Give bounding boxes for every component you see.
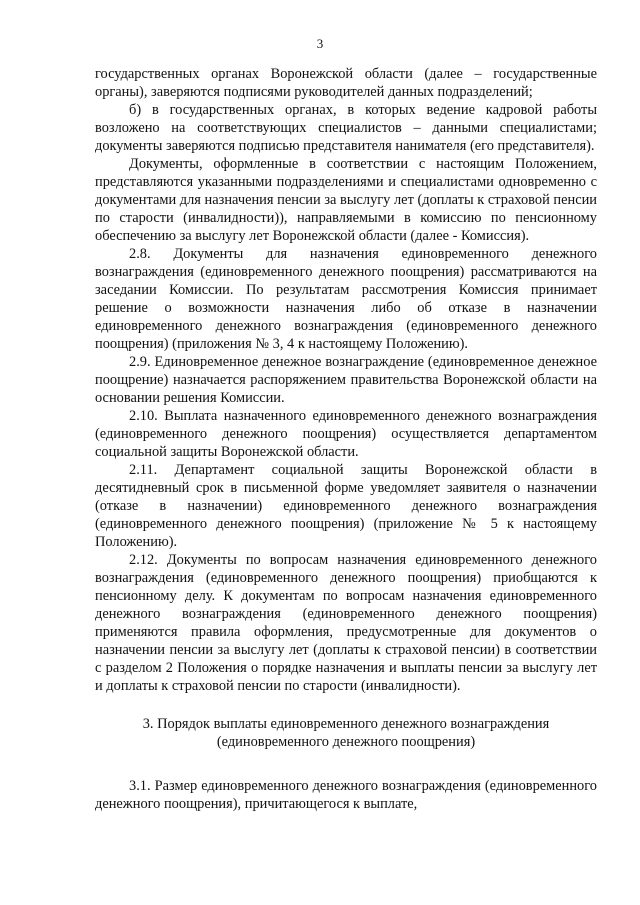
- section-heading-line-2: (единовременного денежного поощрения): [216, 734, 476, 750]
- paragraph-2-12: 2.12. Документы по вопросам назначения единовременного денежного вознаграждения (единовременного денежного поощрения) приобщаются к пенсионному делу. К документам по вопросам назначения единовременного денежного вознаграждения (единовременного денежного поощрения) применяются правила оформления, предусмотренные для документов о назначении пенсии за выслугу лет (доплаты к страховой пенсии) в соответствии с разделом 2 Положения о порядке назначения и выплаты пенсии за выслугу лет и доплаты к страховой пенсии по старости (инвалидности).: [95, 552, 597, 694]
- section-heading-line-1: 3. Порядок выплаты единовременного денежного вознаграждения: [142, 716, 550, 732]
- section-heading: [95, 715, 597, 751]
- document-body: [95, 65, 597, 813]
- paragraph-documents: Документы, оформленные в соответствии с настоящим Положением, представляются указанными подразделениями и специалистами одновременно с документами для назначения пенсии за выслугу лет (доплаты к страховой пенсии по старости (инвалидности)), направляемыми в комиссию по пенсионному обеспечению за выслугу лет Воронежской области (далее - Комиссия).: [95, 156, 597, 244]
- paragraph-2-9: 2.9. Единовременное денежное вознаграждение (единовременное денежное поощрение) назначается распоряжением правительства Воронежской области на основании решения Комиссии.: [95, 354, 597, 406]
- paragraph-2-11: 2.11. Департамент социальной защиты Воронежской области в десятидневный срок в письменной форме уведомляет заявителя о назначении (отказе в назначении) единовременного денежного вознаграждения (единовременного денежного поощрения) (приложение № 5 к настоящему Положению).: [95, 462, 597, 550]
- paragraph-3-1: 3.1. Размер единовременного денежного вознаграждения (единовременного денежного поощрения), причитающегося к выплате,: [95, 778, 597, 812]
- paragraph-continuation: государственных органах Воронежской области (далее – государственные органы), заверяются подписями руководителей данных подразделений;: [95, 66, 597, 100]
- paragraph-2-8: 2.8. Документы для назначения единовременного денежного вознаграждения (единовременного денежного поощрения) рассматриваются на заседании Комиссии. По результатам рассмотрения Комиссия принимает решение о возможности назначения либо об отказе в назначении единовременного денежного вознаграждения (единовременного денежного поощрения) (приложения № 3, 4 к настоящему Положению).: [95, 246, 597, 352]
- paragraph-2-10: 2.10. Выплата назначенного единовременного денежного вознаграждения (единовременного денежного поощрения) осуществляется департаментом социальной защиты Воронежской области.: [95, 408, 597, 460]
- page-number: 3: [316, 36, 324, 51]
- paragraph-item-b: б) в государственных органах, в которых ведение кадровой работы возложено на соответствующих специалистов – данными специалистами; документы заверяются подписью представителя нанимателя (его представителя).: [95, 102, 597, 154]
